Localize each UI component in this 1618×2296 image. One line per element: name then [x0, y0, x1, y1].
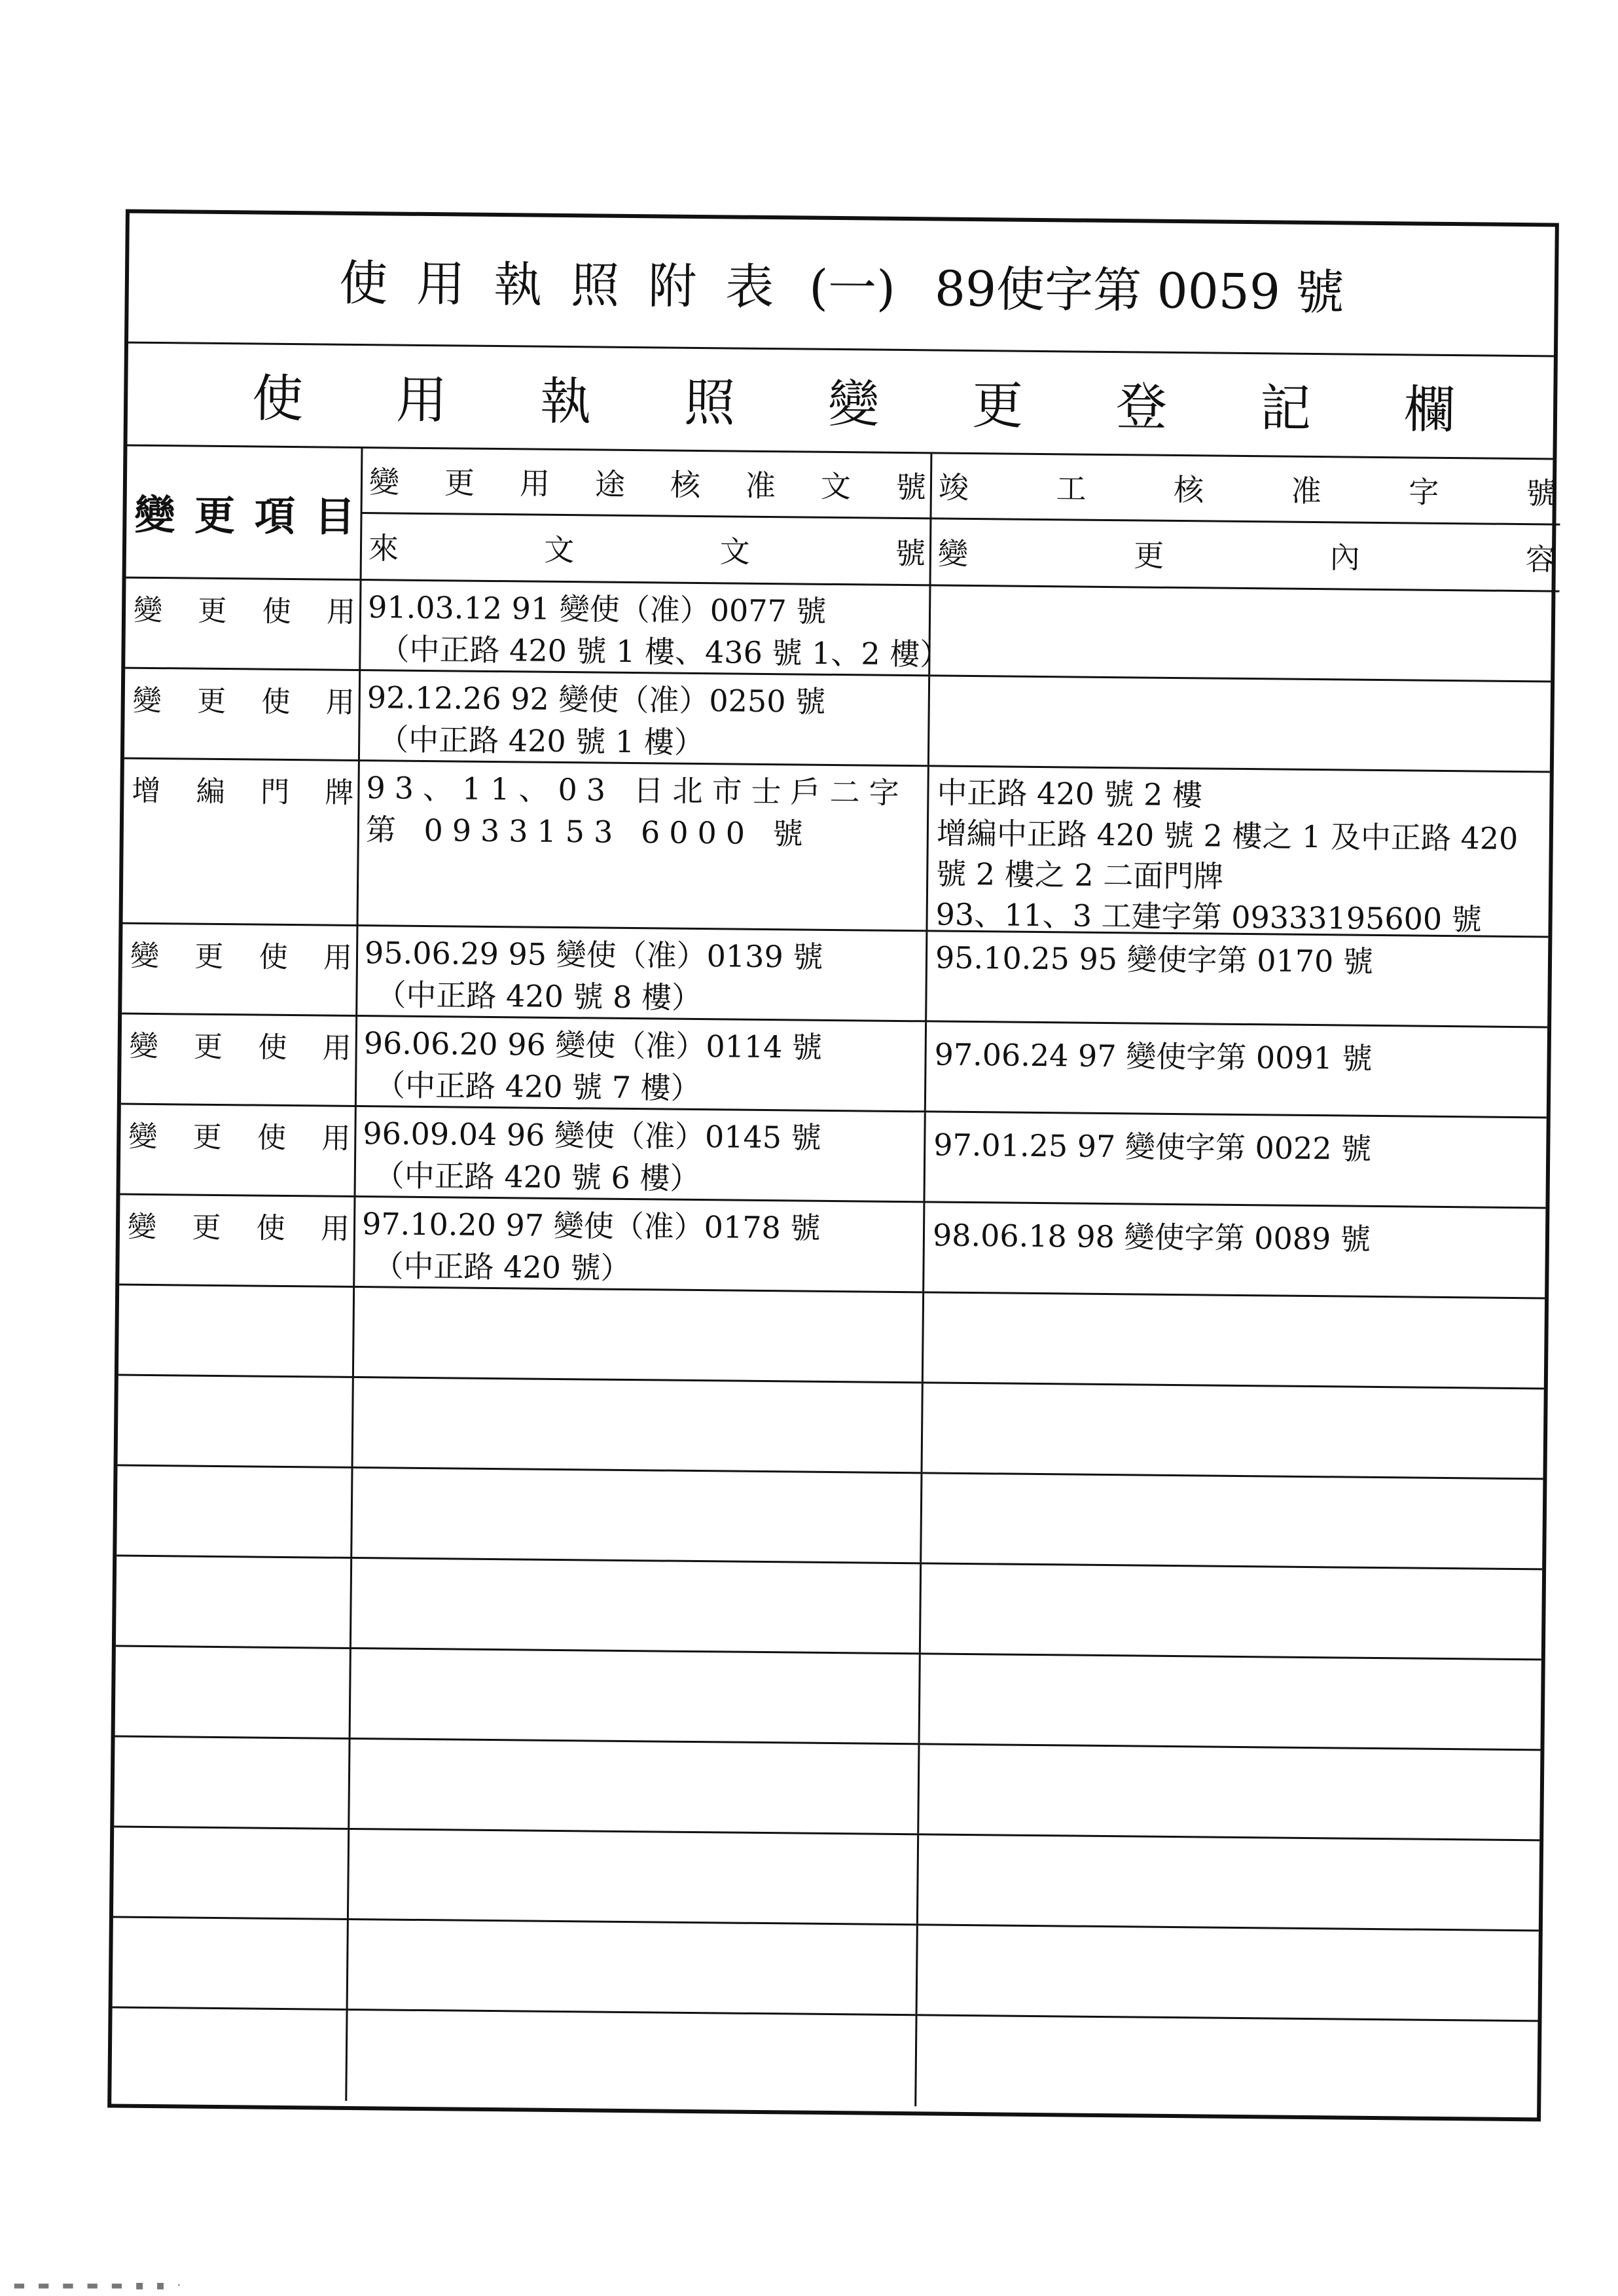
header-char: 文 [544, 532, 575, 568]
item-char: 用 [325, 685, 355, 720]
subtitle-char: 使 [251, 369, 304, 429]
header-completion-top [931, 454, 1560, 525]
empty-cell [351, 1649, 921, 1743]
completion-line: 97.01.25 97 變使字第 0022 號 [933, 1127, 1372, 1167]
table-row [120, 1105, 1547, 1209]
empty-cell [353, 1378, 924, 1472]
header-char: 號 [895, 536, 926, 572]
empty-cell [348, 1920, 918, 2014]
item-char: 增 [132, 774, 161, 809]
item-char: 使 [256, 1211, 285, 1245]
change-item-cell [125, 579, 361, 669]
approval-line: 92.12.26 92 變使（准）0250 號 [367, 680, 826, 720]
empty-table-row [117, 1467, 1543, 1571]
table-row [124, 669, 1551, 773]
table-row [125, 579, 1551, 683]
header-completion-bottom [931, 519, 1560, 591]
document-title [128, 213, 1555, 357]
header-completion [931, 454, 1560, 592]
item-char: 變 [129, 1029, 158, 1064]
subtitle [127, 342, 1553, 460]
subtitle-char: 更 [971, 376, 1024, 436]
item-char: 更 [193, 1030, 223, 1065]
item-char: 更 [192, 1120, 222, 1155]
empty-cell [118, 1286, 355, 1376]
empty-table-row [111, 2008, 1537, 2112]
item-char: 更 [192, 1211, 221, 1245]
approval-line: 91.03.12 91 變使（准）0077 號 [367, 589, 827, 629]
change-item-cell [120, 1105, 357, 1195]
empty-cell [118, 1376, 354, 1467]
approval-line: （中正路 420 號 6 樓） [374, 1157, 700, 1197]
item-char: 用 [320, 1212, 350, 1246]
header-char: 核 [670, 467, 701, 503]
item-char: 使 [259, 940, 288, 974]
title-left: 使用執照附表 [338, 255, 803, 316]
approval-cell [357, 926, 927, 1020]
table-row [119, 1195, 1545, 1300]
item-char: 使 [262, 594, 291, 629]
completion-cell [930, 586, 1559, 680]
subtitle-char: 登 [1115, 377, 1168, 437]
header-char: 變 [369, 464, 400, 500]
item-char: 變 [133, 593, 163, 628]
completion-line: 增編中正路 420 號 2 樓之 1 及中正路 420 [936, 815, 1519, 857]
header-char: 更 [444, 465, 475, 501]
approval-line: （中正路 420 號 7 樓） [374, 1067, 701, 1106]
empty-cell [924, 1293, 1553, 1387]
item-char: 用 [326, 595, 356, 629]
empty-cell [918, 1835, 1547, 1929]
item-char: 使 [257, 1121, 287, 1155]
subtitle-char: 變 [827, 374, 880, 435]
header-char: 工 [1056, 471, 1087, 507]
approval-line: 95.06.29 95 變使（准）0139 號 [364, 935, 823, 975]
empty-table-row [118, 1286, 1545, 1390]
completion-line: 93、11、3 工建字第 09333195600 號 [935, 896, 1483, 938]
item-char: 門 [260, 775, 290, 809]
empty-cell [352, 1468, 922, 1562]
item-char: 更 [196, 684, 226, 719]
approval-line: （中正路 420 號 8 樓） [376, 977, 702, 1016]
header-char: 目 [314, 492, 355, 541]
header-char: 項 [254, 492, 296, 541]
empty-cell [921, 1564, 1550, 1658]
item-char: 更 [194, 939, 224, 974]
approval-cell [356, 1107, 926, 1201]
approval-cell [355, 1197, 925, 1291]
empty-table-row [113, 1918, 1539, 2022]
header-char: 准 [1291, 473, 1321, 509]
approval-line: （中正路 420 號） [373, 1248, 631, 1286]
header-char: 文 [820, 469, 852, 505]
approval-cell [361, 581, 950, 674]
completion-line: 97.06.24 97 變使字第 0091 號 [934, 1036, 1373, 1076]
header-char: 文 [719, 534, 750, 570]
header-char: 來 [368, 530, 399, 566]
table-row [121, 1015, 1547, 1119]
completion-cell [929, 676, 1558, 771]
empty-cell [354, 1288, 924, 1381]
header-char: 用 [519, 465, 550, 502]
completion-cell [926, 1022, 1555, 1116]
header-char: 容 [1525, 541, 1556, 577]
item-char: 變 [127, 1210, 157, 1245]
empty-cell [922, 1474, 1551, 1568]
approval-cell [358, 761, 929, 930]
item-char: 使 [258, 1030, 287, 1065]
header-char: 更 [1134, 538, 1164, 574]
subtitle-char: 欄 [1403, 380, 1456, 440]
item-char: 用 [323, 941, 353, 975]
empty-cell [349, 1830, 919, 1923]
approval-line: 97.10.20 97 變使（准）0178 號 [361, 1206, 821, 1246]
empty-table-row [118, 1376, 1544, 1480]
empty-cell [351, 1559, 922, 1652]
header-approval-bottom [362, 514, 930, 585]
item-char: 變 [132, 683, 162, 718]
header-char: 途 [594, 466, 626, 503]
empty-table-row [115, 1647, 1541, 1751]
completion-line: 98.06.18 98 變使字第 0089 號 [932, 1217, 1371, 1257]
item-char: 用 [321, 1121, 351, 1156]
empty-cell [117, 1467, 353, 1557]
header-approval-number [362, 448, 933, 586]
header-char: 變 [134, 490, 175, 539]
approval-cell [360, 671, 930, 765]
completion-cell [924, 1203, 1553, 1297]
empty-cell [115, 1647, 351, 1738]
empty-cell [916, 2016, 1545, 2112]
empty-cell [113, 1827, 350, 1918]
completion-cell [927, 767, 1557, 936]
change-item-cell [121, 1015, 357, 1105]
empty-cell [111, 2008, 348, 2100]
header-char: 字 [1409, 474, 1439, 511]
subtitle-char: 照 [683, 373, 736, 433]
item-char: 變 [130, 939, 160, 974]
empty-cell [920, 1654, 1549, 1749]
header-char: 竣 [938, 469, 969, 506]
header-char: 更 [194, 491, 236, 540]
completion-line: 號 2 樓之 2 二面門牌 [936, 856, 1224, 894]
completion-cell [925, 1112, 1554, 1207]
header-char: 變 [937, 536, 969, 572]
header-char: 號 [1526, 475, 1557, 511]
item-char: 編 [196, 774, 226, 809]
table-row [122, 924, 1548, 1029]
empty-cell [113, 1918, 349, 2008]
header-char: 內 [1329, 539, 1360, 575]
empty-cell [114, 1738, 350, 1828]
empty-cell [923, 1383, 1552, 1478]
change-item-cell [122, 924, 358, 1015]
approval-line: 96.06.20 96 變使（准）0114 號 [363, 1025, 823, 1065]
approval-line: 93、11、03 日北市士戶二字 [366, 770, 908, 811]
subtitle-char: 記 [1259, 378, 1312, 439]
item-char: 變 [128, 1120, 158, 1154]
empty-cell [918, 1925, 1547, 2020]
header-char: 准 [745, 467, 776, 504]
title-paren: (一) [808, 259, 896, 317]
header-char: 號 [895, 469, 927, 505]
empty-table-row [114, 1738, 1540, 1842]
approval-line: （中正路 420 號 1 樓） [378, 721, 705, 761]
approval-cell [357, 1017, 927, 1110]
subtitle-char: 執 [539, 372, 592, 431]
table-row [122, 759, 1549, 938]
approval-line: （中正路 420 號 1 樓、436 號 1、2 樓） [379, 631, 950, 672]
approval-line: 第 0933153 6000 號 [365, 812, 812, 852]
empty-cell [919, 1745, 1548, 1839]
header-approval-top [363, 448, 931, 519]
empty-table-row [113, 1827, 1539, 1931]
completion-cell [927, 932, 1556, 1026]
change-item-cell [119, 1195, 355, 1286]
change-item-cell [124, 669, 361, 759]
header-char: 核 [1173, 472, 1204, 508]
empty-cell [347, 2011, 917, 2106]
item-char: 牌 [325, 776, 354, 810]
item-char: 用 [322, 1031, 351, 1065]
change-item-cell [123, 759, 360, 924]
subtitle-char: 用 [395, 371, 448, 430]
item-char: 更 [198, 594, 227, 629]
header-change-item [126, 446, 363, 581]
completion-line: 中正路 420 號 2 樓 [937, 774, 1203, 813]
empty-table-row [116, 1557, 1542, 1661]
title-license-number: 89使字第 0059 號 [934, 261, 1344, 321]
item-char: 使 [261, 685, 291, 720]
scan-artifact: ▬ ▬ ▬ ▬ ▬ ▪ ▪ · [13, 2277, 185, 2293]
license-table [107, 210, 1559, 2122]
completion-line: 95.10.25 95 變使字第 0170 號 [935, 939, 1374, 979]
approval-line: 96.09.04 96 變使（准）0145 號 [363, 1116, 821, 1156]
empty-cell [350, 1740, 920, 1833]
empty-cell [116, 1557, 352, 1647]
